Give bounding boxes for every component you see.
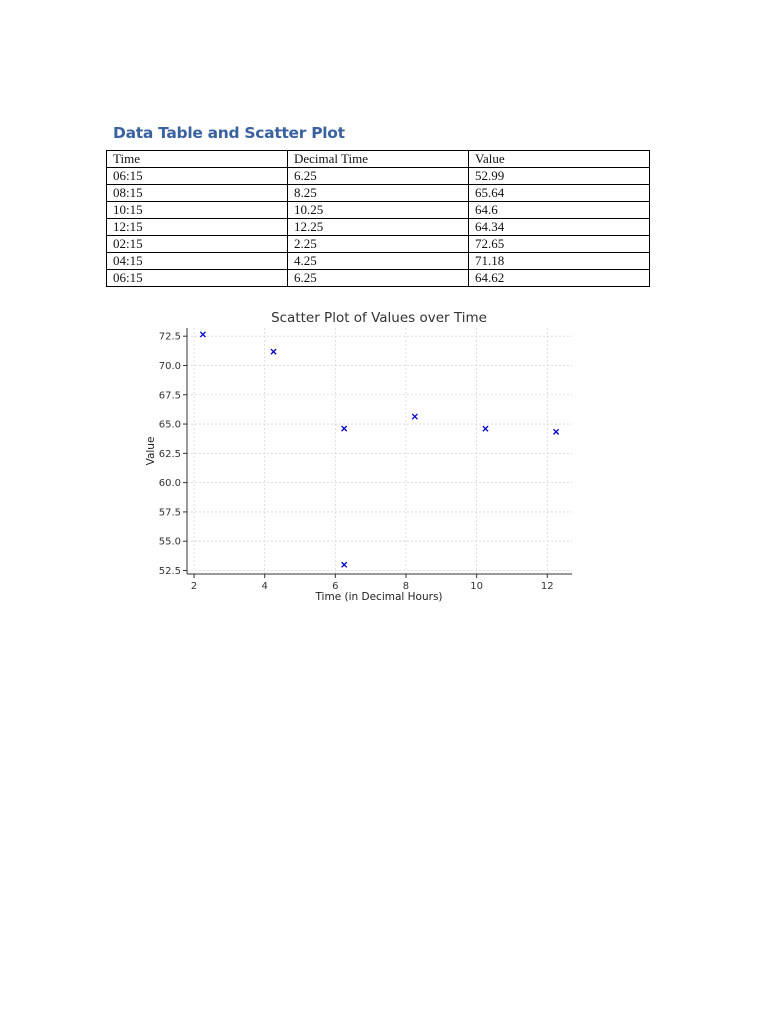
table-cell: 64.62 [469,270,650,287]
table-row [107,253,650,270]
chart-points [200,332,558,568]
y-tick-label: 72.5 [158,331,181,343]
x-tick-label: 10 [470,581,484,592]
y-axis-label: Value [145,436,157,466]
scatter-point [412,414,417,419]
table-cell: 6.25 [288,270,469,287]
table-cell: 04:15 [107,253,288,270]
table-cell: 64.34 [469,219,650,236]
table-row [107,219,650,236]
table-cell: 10:15 [107,202,288,219]
table-cell: 2.25 [288,236,469,253]
table-cell: 52.99 [469,168,650,185]
table-row [107,270,650,287]
table-cell: 4.25 [288,253,469,270]
scatter-chart-image [128,289,620,607]
table-cell: 65.64 [469,185,650,202]
y-tick-label: 70.0 [158,360,181,372]
y-tick-label: 62.5 [158,448,181,460]
table-cell: 08:15 [107,185,288,202]
y-tick-label: 55.0 [158,536,181,548]
scatter-point [342,562,347,567]
table-cell: 06:15 [107,270,288,287]
x-tick-label: 2 [190,581,198,592]
scatter-point [483,426,488,431]
table-cell: 02:15 [107,236,288,253]
table-cell: 10.25 [288,202,469,219]
table-cell: 12.25 [288,219,469,236]
chart-ticks [159,332,554,592]
data-table [106,150,650,287]
scatter-point [271,349,276,354]
table-cell: 6.25 [288,168,469,185]
scatter-chart [128,289,620,607]
table-row [107,168,650,185]
table-row [107,202,650,219]
y-tick-label: 60.0 [158,478,181,490]
scatter-point [342,426,347,431]
table-cell: 06:15 [107,168,288,185]
x-tick-label: 4 [261,581,268,592]
chart-grid [187,328,572,574]
table-cell: 71.18 [469,253,650,270]
table-cell: 12:15 [107,219,288,236]
column-header: Value [469,151,650,168]
table-cell: 64.6 [469,202,650,219]
table-cell: 8.25 [288,185,469,202]
column-header: Decimal Time [288,151,469,168]
y-tick-label: 57.5 [158,507,181,519]
chart-title: Scatter Plot of Values over Time [271,310,487,326]
scatter-point [200,332,205,337]
table-row [107,236,650,253]
table-row [107,185,650,202]
y-tick-label: 67.5 [158,390,181,402]
x-tick-label: 6 [332,581,339,592]
chart-axes [187,328,572,574]
x-tick-label: 12 [540,581,554,592]
y-tick-label: 52.5 [158,565,181,577]
column-header: Time [107,151,288,168]
x-tick-label: 8 [402,581,410,592]
section-heading: Data Table and Scatter Plot [113,124,345,142]
table-cell: 72.65 [469,236,650,253]
x-axis-label: Time (in Decimal Hours) [315,591,443,603]
scatter-point [554,429,559,434]
y-tick-label: 65.0 [158,419,181,431]
table-header-row [107,151,650,168]
